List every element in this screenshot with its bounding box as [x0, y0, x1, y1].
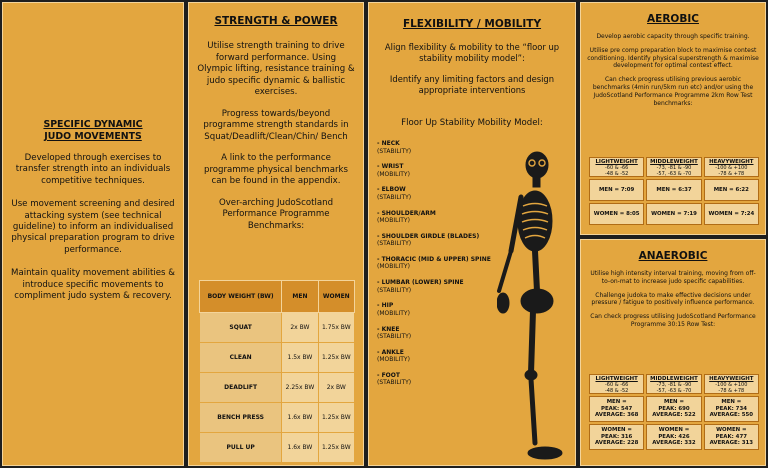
table-header: LIGHTWEIGHT -60 & -66 -48 & -52: [589, 374, 644, 394]
list-item: - NECK (STABILITY): [377, 140, 412, 155]
list-item: - ANKLE (MOBILITY): [377, 348, 410, 364]
skeleton-illustration: [497, 151, 575, 466]
list-item: - SHOULDER GIRDLE (BLADES) (STABILITY): [377, 232, 480, 248]
table-cell: MEN = 7:09: [589, 179, 644, 201]
table-cell: MEN = PEAK: 690 AVERAGE: 522: [646, 396, 701, 422]
table-cell: WOMEN = PEAK: 426 AVERAGE: 332: [646, 424, 701, 450]
table-row: [200, 373, 355, 403]
women-value: 1.25x BW: [318, 403, 354, 433]
panel-dynamic-movements: [2, 2, 184, 466]
table-header: HEAVYWEIGHT -100 & +100 -78 & +78: [704, 157, 759, 177]
list-item: - THORACIC (MID & UPPER) SPINE (MOBILITY): [377, 255, 491, 271]
table-cell: MEN = 6:22: [704, 179, 759, 201]
men-value: 2.25x BW: [282, 373, 318, 403]
anaerobic-title: ANAEROBIC: [638, 250, 708, 262]
aerobic-text-3: Can check progress utilising previous aerobic benchmarks (4min run/5km run etc) and/or using the JudoScotland Performance Programme 2km Row Test benchmarks:: [592, 76, 754, 107]
lift-name: DEADLIFT: [200, 373, 282, 403]
aerobic-benchmark-table: [589, 157, 759, 225]
table-header: HEAVYWEIGHT -100 & +100 -78 & +78: [704, 374, 759, 394]
table-cell: MEN = 6:37: [646, 179, 701, 201]
women-value: 1.75x BW: [318, 313, 354, 343]
strength-text-1: Utilise strength training to drive forward performance. Using Olympic lifting, resistance training & judo specific dynamic & ballistic exercises.: [197, 41, 355, 97]
table-header-women: WOMEN: [318, 281, 354, 313]
strength-text-3: A link to the performance programme physical benchmarks can be found in the appendix.: [203, 153, 349, 186]
dynamic-text-3: Maintain quality movement abilities & introduce specific movements to compliment judo system & recovery.: [11, 268, 175, 302]
women-value: 1.25x BW: [318, 343, 354, 373]
panel-flexibility-mobility: [368, 2, 576, 466]
flex-text-2: Identify any limiting factors and design appropriate interventions: [389, 74, 555, 95]
list-item: - SHOULDER/ARM (MOBILITY): [377, 209, 436, 225]
women-value: 1.25x BW: [318, 433, 354, 463]
men-value: 1.6x BW: [282, 403, 318, 433]
lift-name: PULL UP: [200, 433, 282, 463]
table-header-bodyweight: BODY WEIGHT (BW): [200, 281, 282, 313]
men-value: 2x BW: [282, 313, 318, 343]
strength-benchmark-table: [199, 280, 355, 463]
benchmarks-title: Over-arching JudoScotland Performance Programme Benchmarks:: [218, 197, 334, 231]
model-title: Floor Up Stability Mobility Model:: [401, 118, 543, 128]
table-row: [200, 343, 355, 373]
panel-aerobic: [580, 2, 766, 235]
list-item: - KNEE (STABILITY): [377, 325, 412, 340]
dynamic-text-2: Use movement screening and desired attacking system (see technical guideline) to inform an individualised physical preparation program to drive performance.: [11, 199, 175, 255]
table-cell: WOMEN = 7:19: [646, 203, 701, 225]
table-cell: WOMEN = 7:24: [704, 203, 759, 225]
aerobic-text-2: Utilise pre comp preparation block to maximise contest conditioning. Identify physical superstrength & maximise development for optimal contest effect.: [587, 46, 759, 70]
strength-text-2: Progress towards/beyond programme strength standards in Squat/Deadlift/Clean/Chin/ Bench: [203, 108, 349, 142]
lift-name: SQUAT: [200, 313, 282, 343]
table-cell: WOMEN = PEAK: 316 AVERAGE: 228: [589, 424, 644, 450]
anaerobic-text-2: Challenge judoka to make effective decisions under pressure / fatigue to positively influence performance.: [591, 291, 755, 307]
dynamic-text-1: Developed through exercises to transfer strength into an individuals competitive techniques.: [15, 153, 171, 186]
dynamic-title: SPECIFIC DYNAMIC JUDO MOVEMENTS: [43, 119, 143, 142]
panel-anaerobic: [580, 239, 766, 466]
table-cell: WOMEN = 8:05: [589, 203, 644, 225]
table-cell: MEN = PEAK: 734 AVERAGE: 550: [704, 396, 759, 422]
list-item: - ELBOW (STABILITY): [377, 186, 412, 201]
lift-name: BENCH PRESS: [200, 403, 282, 433]
aerobic-title: AEROBIC: [647, 13, 699, 25]
list-item: - HIP (MOBILITY): [377, 302, 410, 317]
men-value: 1.5x BW: [282, 343, 318, 373]
table-row: [200, 433, 355, 463]
list-item: - FOOT (STABILITY): [377, 371, 412, 387]
list-item: - LUMBAR (LOWER) SPINE (STABILITY): [377, 279, 464, 294]
strength-title: STRENGTH & POWER: [214, 15, 338, 27]
table-row: [200, 313, 355, 343]
list-item: - WRIST (MOBILITY): [377, 163, 410, 178]
lift-name: CLEAN: [200, 343, 282, 373]
table-cell: MEN = PEAK: 547 AVERAGE: 368: [589, 396, 644, 422]
flex-title: FLEXIBILITY / MOBILITY: [402, 18, 542, 30]
anaerobic-text-1: Utilise high intensity interval training, moving from off-to-on-mat to increase judo specific capabilities.: [590, 270, 756, 285]
women-value: 2x BW: [318, 373, 354, 403]
table-header: MIDDLEWEIGHT -73, -81 & -90 -57, -63 & -70: [646, 157, 701, 177]
aerobic-text-1: Develop aerobic capacity through specific training.: [596, 33, 750, 40]
anaerobic-text-3: Can check progress utilising JudoScotland Performance Programme 30:15 Row Test:: [590, 313, 756, 328]
table-header: MIDDLEWEIGHT -73, -81 & -90 -57, -63 & -70: [646, 374, 701, 394]
table-cell: WOMEN = PEAK: 477 AVERAGE: 313: [704, 424, 759, 450]
flex-text-1: Align flexibility & mobility to the “floor up stability mobility model”:: [384, 42, 560, 63]
table-header: LIGHTWEIGHT -60 & -66 -48 & -52: [589, 157, 644, 177]
anaerobic-benchmark-table: [589, 374, 759, 450]
panel-strength-power: [188, 2, 364, 466]
table-header-men: MEN: [282, 281, 318, 313]
table-row: [200, 403, 355, 433]
men-value: 1.6x BW: [282, 433, 318, 463]
